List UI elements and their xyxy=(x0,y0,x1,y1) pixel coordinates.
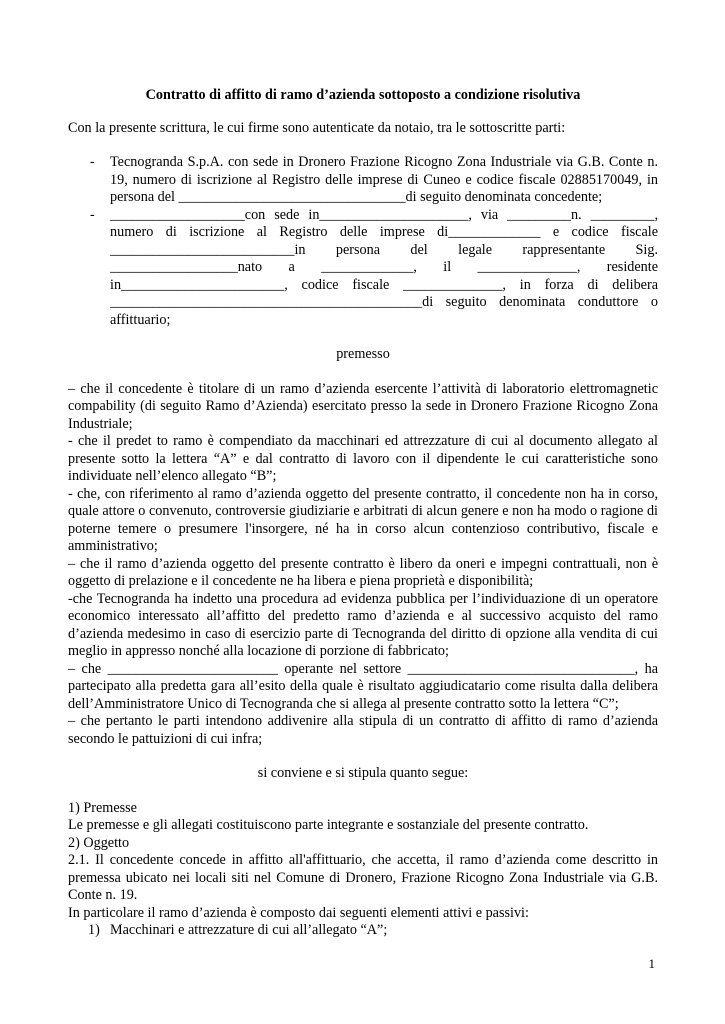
document-body xyxy=(68,87,658,940)
party-text: ___________________con sede in_____________________, via _________n. _________, numero di iscrizione al Registro delle imprese di_____________ e codice fiscale __________________________in persona del legale rappresentante Sig. __________________nato a _____________, il ______________, residente in_______________________, codice fiscale ______________, in forza di delibera ____________________________________________di seguito denominata conduttore o affittuario; xyxy=(110,206,658,328)
premessa-paragraph: – che il ramo d’azienda oggetto del presente contratto è libero da oneri e impegni contrattuali, non è oggetto di prelazione e il concedente ne ha libera e piena proprietà e disponibilità; xyxy=(68,555,658,589)
intro-paragraph: Con la presente scrittura, le cui firme sono autenticate da notaio, tra le sottoscritte parti: xyxy=(68,119,566,136)
premesso-heading: premesso xyxy=(336,346,390,362)
premessa-paragraph: – che il concedente è titolare di un ramo d’azienda esercente l’attività di laboratorio elettromagnetic compability (di seguito Ramo d’Azienda) esercitato presso la sede in Dronero Frazione Ricogno Zona Industriale; xyxy=(68,380,658,432)
party-item xyxy=(68,154,658,207)
list-dash: - xyxy=(90,206,95,223)
document-title: Contratto di affitto di ramo d’azienda sottoposto a condizione risolutiva xyxy=(145,87,581,103)
conviene-heading: si conviene e si stipula quanto segue: xyxy=(257,765,469,781)
list-dash: - xyxy=(90,154,95,170)
party-text: Tecnogranda S.p.A. con sede in Dronero Frazione Ricogno Zona Industriale via G.B. Conte n. 19, numero di iscrizione al Registro delle imprese di Cuneo e codice fiscale 02885170049, in persona del ________________________________di seguito denominata concedente; xyxy=(110,154,658,205)
article-title: 1) Premesse xyxy=(68,799,137,816)
page-number: 1 xyxy=(648,956,655,971)
premessa-paragraph: – che pertanto le parti intendono addivenire alla stipula di un contratto di affitto di ramo d’azienda secondo le pattuizioni di cui infra; xyxy=(68,713,658,747)
article-text: 2.1. Il concedente concede in affitto all'affittuario, che accetta, il ramo d’azienda come descritto in premessa ubicato nei locali siti nel Comune di Dronero, Frazione Ricogno Zona Industriale via G.B. Conte n. 19. xyxy=(68,852,658,903)
article-text: Le premesse e gli allegati costituiscono parte integrante e sostanziale del presente contratto. xyxy=(68,817,589,833)
party-item xyxy=(68,207,658,330)
list-item-text: Macchinari e attrezzature di cui all’allegato “A”; xyxy=(110,922,388,938)
article-text: In particolare il ramo d’azienda è composto dai seguenti elementi attivi e passivi: xyxy=(68,904,529,921)
premessa-paragraph: - che il predet to ramo è compendiato da macchinari ed attrezzature di cui al documento allegato al presente sotto la lettera “A” e dal contratto di lavoro con il dipendente le cui caratteristiche sono individuate nell’elenco allegato “B”; xyxy=(68,433,658,484)
list-item xyxy=(68,922,658,940)
premessa-paragraph: – che ________________________ operante nel settore ________________________________, ha partecipato alla predetta gara all’esito della quale è risultato aggiudicatario come risulta dalla delibera dell’Amministratore Unico di Tecnogranda che si allega al presente contratto sotto la lettera “C”; xyxy=(68,660,658,712)
list-number: 1) xyxy=(88,922,100,938)
premessa-paragraph: - che, con riferimento al ramo d’azienda oggetto del presente contratto, il concedente non ha in corso, quale attore o convenuto, controversie giudiziarie e arbitrati di alcun genere e non ha modo o ragione di poterne temere o presumere l'insorgere, né ha in corso alcun contenzioso contributivo, fiscale e amministrativo; xyxy=(68,485,658,554)
article-title: 2) Oggetto xyxy=(68,834,130,851)
premessa-paragraph: -che Tecnogranda ha indetto una procedura ad evidenza pubblica per l’individuazione di un operatore economico interessato all’affitto del predetto ramo d’azienda e al successivo acquisto del ramo d’azienda medesimo in caso di esercizio parte di Tecnogranda del diritto di opzione alla vendita di cui meglio in appresso nonché alla locazione di porzione di fabbricato; xyxy=(68,590,658,659)
